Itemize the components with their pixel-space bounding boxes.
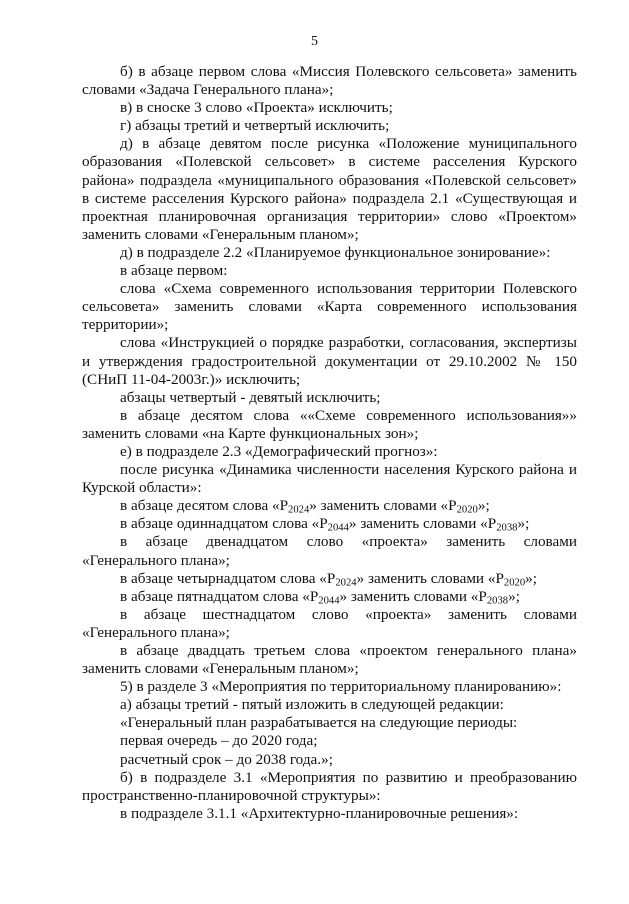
text-line: в абзаце двенадцатом слово «проекта» заменить словами <box>120 533 577 551</box>
text-line: пространственно-планировочной структуры»: <box>82 786 381 804</box>
text-line: сельсовета» заменить словами «Карта современного использования <box>82 298 577 316</box>
text-line: «Генеральный план разрабатывается на следующие периоды: <box>120 714 518 732</box>
text-line: слова «Схема современного использования территории Полевского <box>120 280 577 298</box>
text-segment: »; <box>517 515 530 533</box>
text-line: первая очередь – до 2020 года; <box>120 732 318 750</box>
text-line <box>82 570 577 588</box>
text-segment: » заменить словами «Р <box>339 587 487 605</box>
subscript: 2038 <box>486 595 509 607</box>
text-line: расчетный срок – до 2038 года.»; <box>120 750 333 768</box>
subscript: 2024 <box>335 577 357 589</box>
text-line: 5) в разделе 3 «Мероприятия по территориальному планированию»: <box>120 678 562 696</box>
text-segment: »; <box>477 497 490 515</box>
text-line: «Генерального плана»; <box>82 623 230 641</box>
page-number: 5 <box>311 34 318 49</box>
text-line: д) в абзаце девятом после рисунка «Положение муниципального <box>120 135 577 153</box>
text-line: в) в сноске 3 слово «Проекта» исключить; <box>120 99 393 117</box>
text-line: «Генерального плана»; <box>82 551 230 569</box>
text-line: района» подраздела «муниципального образования «Полевской сельсовет» <box>82 171 577 189</box>
text-segment: » заменить словами «Р <box>309 497 457 515</box>
text-line: заменить словами «Генеральным планом»; <box>82 225 359 243</box>
text-line: в абзаце первом: <box>120 262 228 280</box>
text-segment: в абзаце десятом слова «Р <box>120 497 289 515</box>
text-segment: в абзаце четырнадцатом слова «Р <box>120 569 336 587</box>
text-line: д) в подразделе 2.2 «Планируемое функциональное зонирование»: <box>120 243 551 261</box>
text-segment: в абзаце одиннадцатом слова «Р <box>120 515 328 533</box>
subscript: 2020 <box>503 577 526 589</box>
text-line: б) в подразделе 3.1 «Мероприятия по развитию и преобразованию <box>120 768 577 786</box>
subscript: 2020 <box>456 504 478 516</box>
text-line: (СНиП 11-04-2003г.)» исключить; <box>82 370 301 388</box>
subscript: 2038 <box>496 523 518 534</box>
text-segment: в абзаце пятнадцатом слова «Р <box>120 587 319 605</box>
text-line: заменить словами «Генеральным планом»; <box>82 660 359 678</box>
text-line: г) абзацы третий и четвертый исключить; <box>120 117 390 135</box>
text-line: образования «Полевской сельсовет» в системе расселения Курского <box>82 153 577 171</box>
text-segment: » заменить словами «Р <box>356 569 504 587</box>
text-segment: »; <box>508 587 520 605</box>
text-line: после рисунка «Динамика численности населения Курского района и <box>120 461 577 479</box>
text-line <box>82 515 577 533</box>
text-line: абзацы четвертый - девятый исключить; <box>120 388 381 406</box>
text-line: заменить словами «на Карте функциональных зон»; <box>82 424 419 442</box>
text-line: е) в подразделе 2.3 «Демографический прогноз»: <box>120 442 438 460</box>
text-line <box>82 497 577 515</box>
subscript: 2044 <box>327 523 349 534</box>
subscript: 2024 <box>288 504 310 516</box>
text-line: территории»; <box>82 316 169 334</box>
text-line: проектная планировочная организация территории» слово «Проектом» <box>82 207 577 225</box>
text-line: Курской области»: <box>82 479 202 497</box>
text-line: и утверждения градостроительной документации от 29.10.2002 № 150 <box>82 352 577 370</box>
text-segment: »; <box>525 569 537 587</box>
text-segment: » заменить словами «Р <box>348 515 497 533</box>
text-line: в абзаце шестнадцатом слово «проекта» заменить словами <box>120 605 577 623</box>
text-line: в системе расселения Курского района» подраздела 2.1 «Существующая и <box>82 189 577 207</box>
subscript: 2044 <box>318 595 340 607</box>
text-line: в абзаце десятом слова ««Схеме современного использования»» <box>120 406 577 424</box>
text-line <box>82 588 577 606</box>
text-line: слова «Инструкцией о порядке разработки, согласования, экспертизы <box>120 334 577 352</box>
text-line: словами «Задача Генерального плана»; <box>82 81 334 99</box>
text-line: б) в абзаце первом слова «Миссия Полевского сельсовета» заменить <box>120 63 577 80</box>
text-line: в подразделе 3.1.1 «Архитектурно-планировочные решения»: <box>120 804 519 822</box>
text-line: в абзаце двадцать третьем слова «проектом генерального плана» <box>120 642 577 659</box>
text-line: а) абзацы третий - пятый изложить в следующей редакции: <box>120 696 504 714</box>
document-body <box>82 63 577 823</box>
